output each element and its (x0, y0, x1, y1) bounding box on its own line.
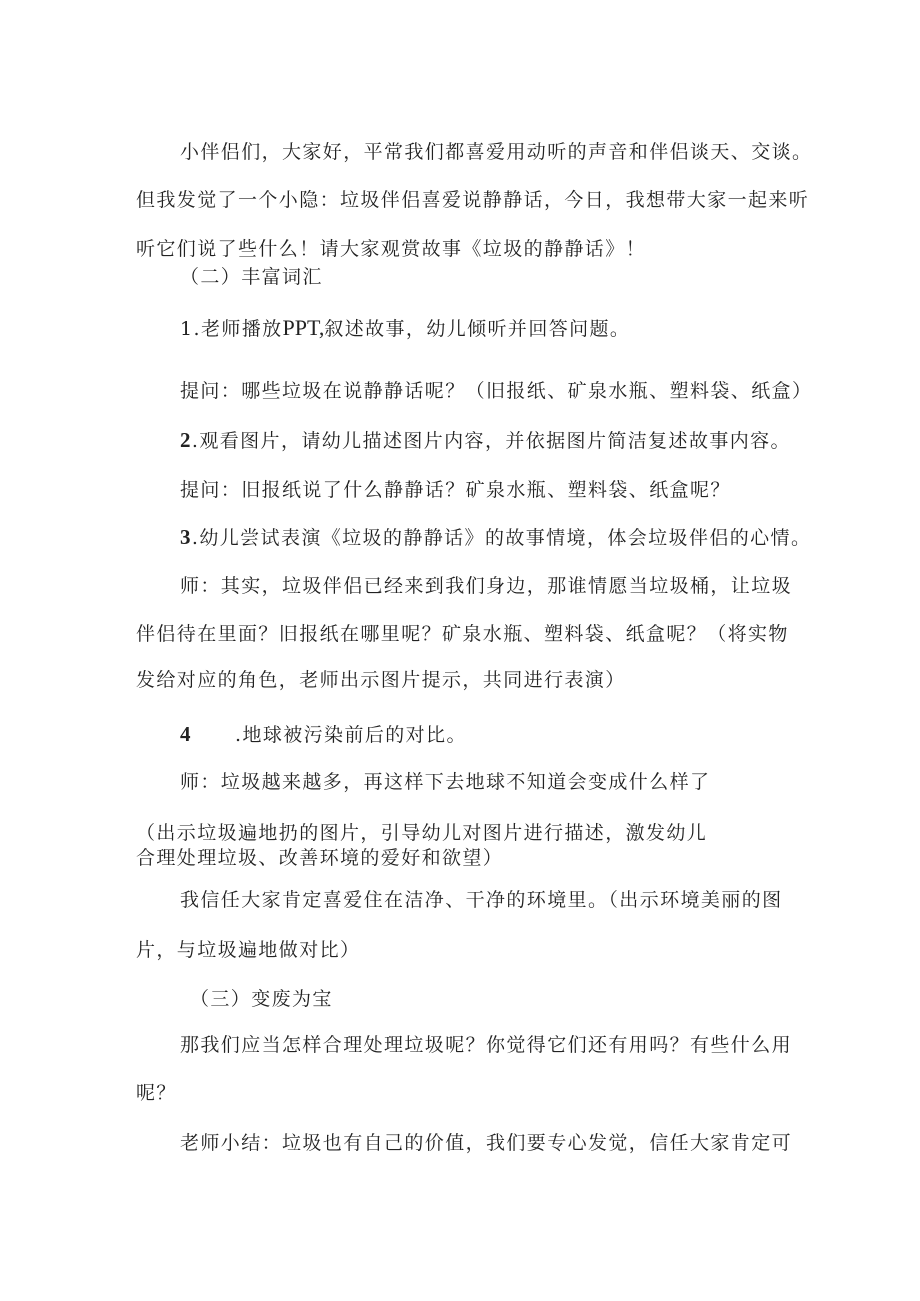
paragraph-line: 呢？ (136, 1082, 177, 1104)
paragraph-line: 但我发觉了一个小隐：垃圾伴侣喜爱说静静话，今日，我想带大家一起来听 (136, 189, 810, 211)
paragraph-line: 师：其实，垃圾伴侣已经来到我们身边，那谁情愿当垃圾桶，让垃圾 (180, 575, 793, 597)
section-heading: （三）变废为宝 (190, 988, 333, 1010)
paragraph-line: 那我们应当怎样合理处理垃圾呢？你觉得它们还有用吗？有些什么用 (180, 1034, 793, 1056)
list-item-text: 老师播放 (200, 318, 283, 340)
list-item-text: .观看图片，请幼儿描述图片内容，并依据图片简洁复述故事内容。 (191, 430, 791, 452)
paragraph-line: 片，与垃圾遍地做对比） (136, 939, 361, 961)
list-item-number: 1. (180, 318, 201, 340)
list-item-text: .地球被污染前后的对比。 (235, 724, 467, 746)
list-item (180, 722, 467, 747)
paragraph-line: 老师小结：垃圾也有自己的价值，我们要专心发觉，信任大家肯定可 (180, 1132, 793, 1154)
list-item (180, 428, 791, 453)
list-item-number: 2 (180, 428, 192, 452)
paragraph-line: 伴侣待在里面？旧报纸在哪里呢？矿泉水瓶、塑料袋、纸盒呢？（将实物 (136, 623, 789, 645)
list-item-text: .幼儿尝试表演《垃圾的静静话》的故事情境，体会垃圾伴侣的心情。 (191, 527, 812, 549)
list-item-text: 叙述故事，幼儿倾听并回答问题。 (324, 318, 631, 340)
question-line: 提问：旧报纸说了什么静静话？矿泉水瓶、塑料袋、纸盒呢？ (180, 479, 731, 501)
paragraph-line: 我信任大家肯定喜爱住在洁净、干净的环境里。（出示环境美丽的图 (180, 889, 783, 911)
paragraph-line: 小伴侣们，大家好，平常我们都喜爱用动听的声音和伴侣谈天、交谈。 (180, 141, 813, 163)
list-item-number: 4 (180, 722, 192, 746)
list-item-number: 3 (180, 525, 192, 549)
paragraph-line: 合理处理垃圾、改善环境的爱好和欲望） (136, 847, 504, 869)
paragraph-line: 听它们说了些什么！请大家观赏故事《垃圾的静静话》！ (136, 238, 647, 260)
paragraph-line: 发给对应的角色，老师出示图片提示，共同进行表演） (136, 669, 626, 691)
section-heading: （二）丰富词汇 (180, 266, 323, 288)
question-line: 提问：哪些垃圾在说静静话呢？（旧报纸、矿泉水瓶、塑料袋、纸盒） (180, 380, 813, 402)
paragraph-line: 师：垃圾越来越多，再这样下去地球不知道会变成什么样了 (180, 771, 711, 793)
list-item (180, 316, 630, 341)
paragraph-line: （出示垃圾遍地扔的图片，引导幼儿对图片进行描述，激发幼儿 (136, 822, 708, 844)
list-item (180, 525, 811, 550)
list-item-term: PPT, (282, 315, 325, 340)
